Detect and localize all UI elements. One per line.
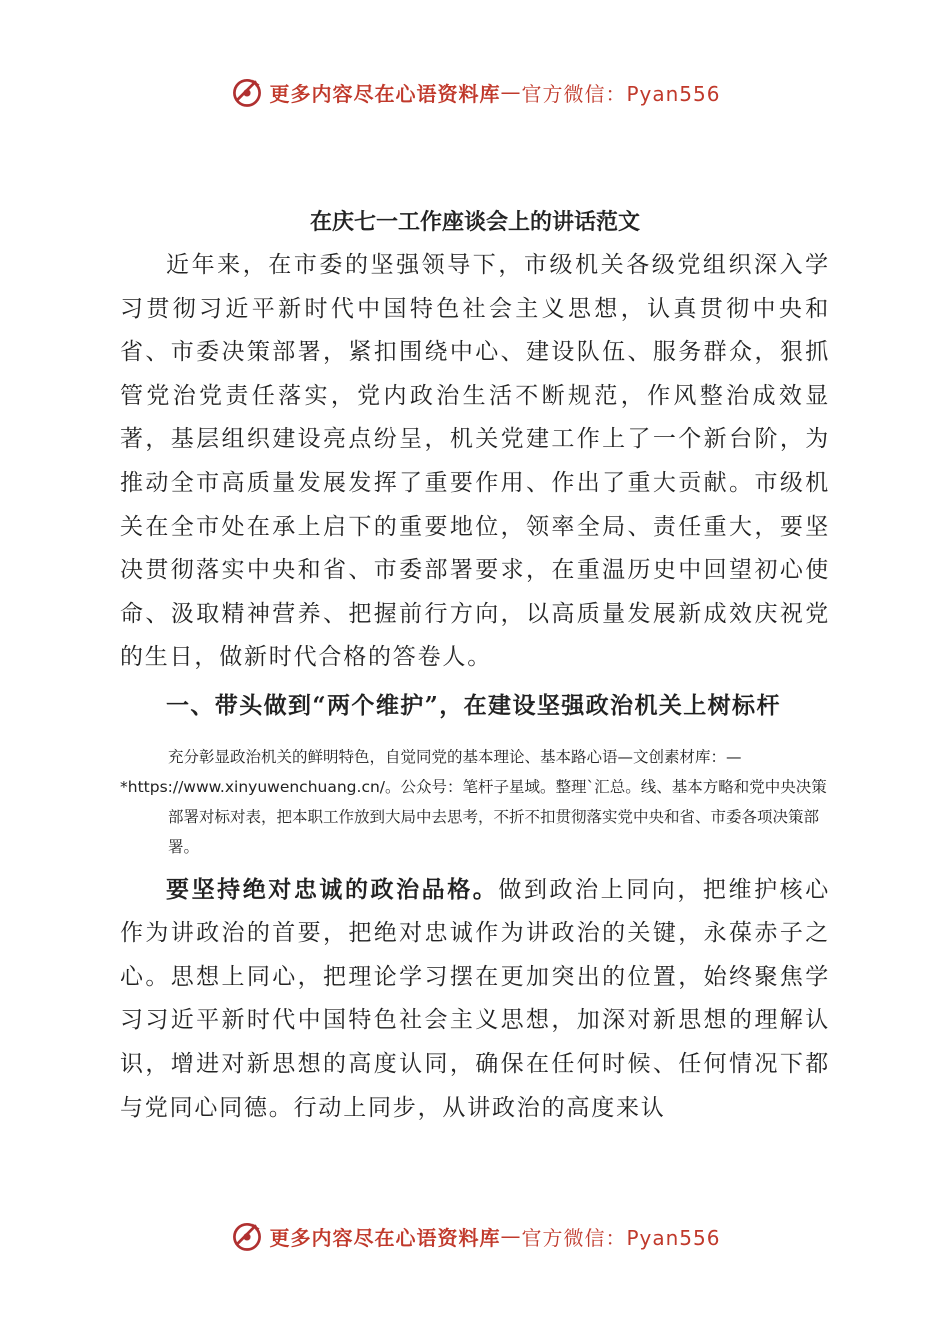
intro-paragraph: 近年来，在市委的坚强领导下，市级机关各级党组织深入学习贯彻习近平新时代中国特色社会主义思想，认真贯彻中央和省、市委决策部署，紧扣围绕中心、建设队伍、服务群众，狠抓管党治党责任落实，党内政治生活不断规范，作风整治成效显著，基层组织建设亮点纷呈，机关党建工作上了一个新台阶，为推动全市高质量发展发挥了重要作用、作出了重大贡献。市级机关在全市处在承上启下的重要地位，领率全局、责任重大，要坚决贯彻落实中央和省、市委部署要求，在重温历史中回望初心使命、汲取精神营养、把握前行方向，以高质量发展新成效庆祝党的生日，做新时代合格的答卷人。 [120,252,830,671]
seal-logo-icon [229,74,265,110]
footer-banner [0,1216,950,1256]
footer-separator: — [500,1224,522,1248]
section-heading-1: 一、带头做到“两个维护”，在建设坚强政治机关上树标杆 [166,691,781,719]
paragraph-2-lead: 要坚持绝对忠诚的政治品格。 [166,875,499,903]
inserted-note-line-1: 充分彰显政治机关的鲜明特色，自觉同党的基本理论、基本路心语—文创素材库：— [168,747,742,766]
footer-brand: 更多内容尽在心语资料库 [269,1225,501,1250]
banner-separator: — [500,80,522,104]
seal-logo-icon [229,1218,265,1254]
inserted-note [120,742,830,862]
page-title: 在庆七一工作座谈会上的讲话范文 [309,209,640,235]
banner-wechat: 官方微信：Pyan556 [521,81,721,106]
paragraph-2-text: 做到政治上同向，把维护核心作为讲政治的首要，把绝对忠诚作为讲政治的关键，永葆赤子之心。思想上同心，把理论学习摆在更加突出的位置，始终聚焦学习习近平新时代中国特色社会主义思想，加深对新思想的理解认识，增进对新思想的高度认同，确保在任何时候、任何情况下都与党同心同德。行动上同步，从讲政治的高度来认 [120,876,831,1121]
header-banner [0,72,950,112]
paragraph-2 [120,868,830,1131]
footer-wechat: 官方微信：Pyan556 [521,1225,721,1250]
inserted-note-line-2: *https://www.xinyuwenchuang.cn/。公众号：笔杆子星域。整理`汇总。线、基本方略和党中央决策部署对标对表，把本职工作放到大局中去思考，不折不扣贯彻落实党中央和省、市委各项决策部署。 [120,777,827,856]
document-body [120,200,830,1130]
banner-brand: 更多内容尽在心语资料库 [269,81,501,106]
